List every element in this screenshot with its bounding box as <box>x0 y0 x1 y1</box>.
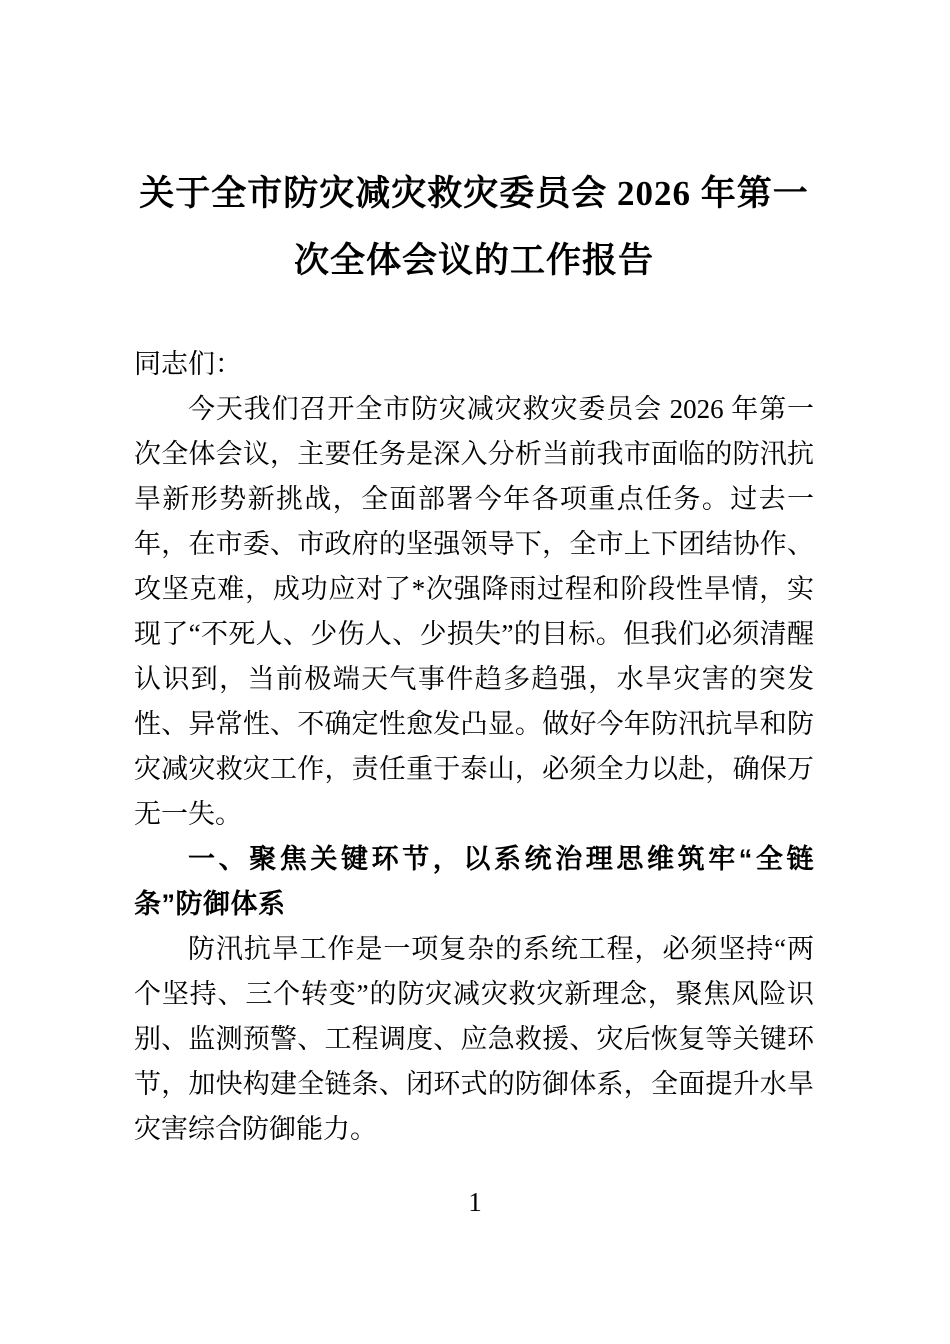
document-content <box>134 0 814 1152</box>
salutation: 同志们： <box>134 349 242 379</box>
title-line-1: 关于全市防灾减灾救灾委员会 2026 年第一 <box>139 174 809 213</box>
title-line-2: 次全体会议的工作报告 <box>293 241 654 280</box>
section-1-heading: 一、聚焦关键环节，以系统治理思维筑牢“全链条”防御体系 <box>134 844 814 919</box>
paragraph-section-1-body: 防汛抗旱工作是一项复杂的系统工程，必须坚持“两个坚持、三个转变”的防灾减灾救灾新理念，聚焦风险识别、监测预警、工程调度、应急救援、灾后恢复等关键环节，加快构建全链条、闭环式的防御体系，全面提升水旱灾害综合防御能力。 <box>134 934 814 1144</box>
page-number: 1 <box>468 1187 482 1217</box>
page-footer <box>0 1180 950 1225</box>
document-body <box>134 342 814 1152</box>
document-title <box>134 160 814 294</box>
paragraph-intro: 今天我们召开全市防灾减灾救灾委员会 2026 年第一次全体会议，主要任务是深入分析当前我市面临的防汛抗旱新形势新挑战，全面部署今年各项重点任务。过去一年，在市委、市政府的坚强领导下，全市上下团结协作、攻坚克难，成功应对了*次强降雨过程和阶段性旱情，实现了“不死人、少伤人、少损失”的目标。但我们必须清醒认识到，当前极端天气事件趋多趋强，水旱灾害的突发性、异常性、不确定性愈发凸显。做好今年防汛抗旱和防灾减灾救灾工作，责任重于泰山，必须全力以赴，确保万无一失。 <box>134 394 814 829</box>
